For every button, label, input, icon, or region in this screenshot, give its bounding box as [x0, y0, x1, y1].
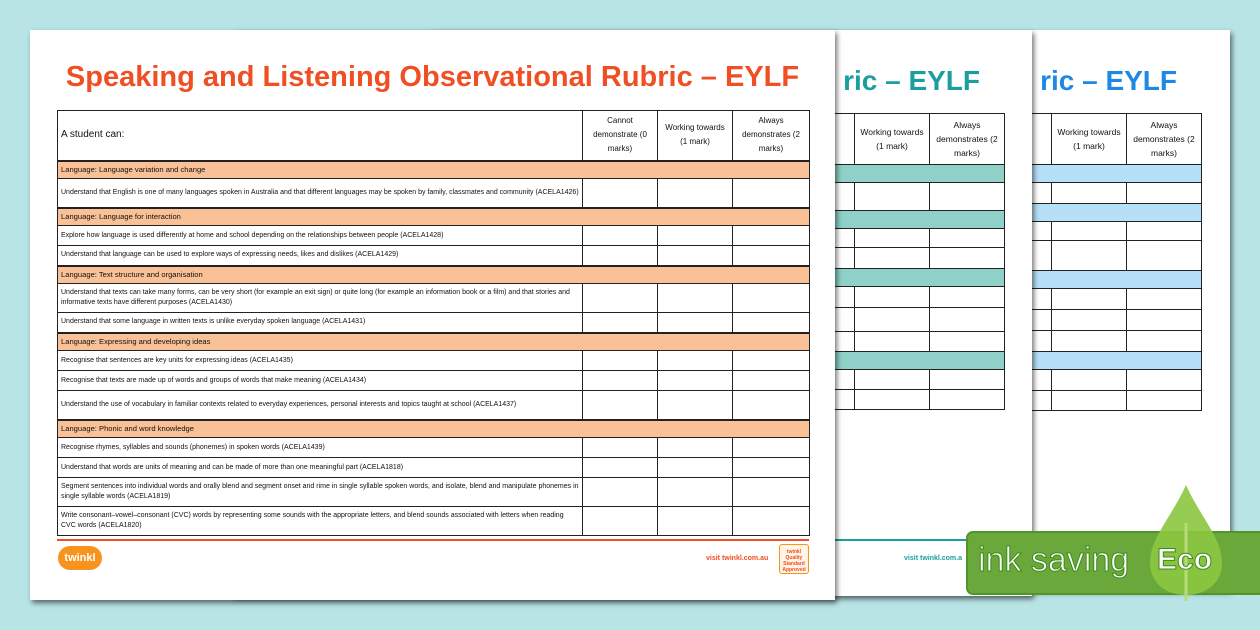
ink-saving-label: ink saving: [978, 541, 1130, 579]
mark-cell-working[interactable]: [658, 391, 733, 420]
back-header: Always demonstrates (2 marks): [930, 114, 1005, 165]
back-title: ric – EYLF: [1040, 65, 1177, 96]
back-section-band: [835, 269, 1005, 287]
mark-cell-cannot[interactable]: [583, 438, 658, 458]
back-cell: [1127, 222, 1202, 241]
criterion: Recognise that texts are made up of words and groups of words that make meaning (ACELA1434): [58, 371, 583, 391]
back-section-band: [1032, 204, 1202, 222]
mark-cell-always[interactable]: [733, 391, 810, 420]
back-cell: [1052, 310, 1127, 331]
criterion: Understand that English is one of many languages spoken in Australia and that different languages may be spoken by family, classmates and community (ACELA1426): [58, 179, 583, 208]
back-title: ric – EYLF: [843, 65, 980, 96]
mark-cell-cannot[interactable]: [583, 351, 658, 371]
mark-cell-working[interactable]: [658, 458, 733, 478]
back-cell: [1127, 391, 1202, 411]
back-cell: [855, 390, 930, 410]
table-row: [58, 179, 810, 208]
back-header: Working towards (1 mark): [855, 114, 930, 165]
back-cell: [855, 229, 930, 248]
mark-cell-always[interactable]: [733, 351, 810, 371]
back-cell: [855, 248, 930, 269]
back-cell: [855, 332, 930, 352]
mark-cell-working[interactable]: [658, 478, 733, 507]
section-title: Language: Text structure and organisation: [58, 266, 810, 284]
table-row: [58, 391, 810, 420]
mark-cell-cannot[interactable]: [583, 478, 658, 507]
mark-cell-always[interactable]: [733, 458, 810, 478]
mark-cell-always[interactable]: [733, 371, 810, 391]
mark-cell-always[interactable]: [733, 226, 810, 246]
back-cell: [1052, 222, 1127, 241]
visit-link[interactable]: visit twinkl.com.au: [706, 555, 769, 562]
section-row: [58, 161, 810, 179]
mark-cell-cannot[interactable]: [583, 246, 658, 266]
page-title: Speaking and Listening Observational Rubric – EYLF: [65, 61, 800, 93]
table-row: [58, 351, 810, 371]
mark-cell-cannot[interactable]: [583, 391, 658, 420]
criterion: Understand that some language in written texts is unlike everyday spoken language (ACELA1431): [58, 313, 583, 333]
mark-cell-cannot[interactable]: [583, 226, 658, 246]
criterion: Recognise that sentences are key units for expressing ideas (ACELA1435): [58, 351, 583, 371]
criterion: Segment sentences into individual words and orally blend and segment onset and rime in single syllable spoken words, and isolate, blend and manipulate phonemes in single syllable words (ACELA1819): [58, 478, 583, 507]
section-title: Language: Phonic and word knowledge: [58, 420, 810, 438]
back-cell: [855, 370, 930, 390]
mark-cell-working[interactable]: [658, 313, 733, 333]
back-section-band: [1032, 271, 1202, 289]
table-row: [58, 313, 810, 333]
back-section-band: [1032, 165, 1202, 183]
eco-label: Eco: [1157, 543, 1213, 576]
back-cell: [1052, 370, 1127, 391]
back-cell: [835, 390, 855, 410]
mark-cell-working[interactable]: [658, 246, 733, 266]
table-row: [58, 284, 810, 313]
front-page: [30, 30, 835, 600]
back-cell: [1032, 183, 1052, 204]
back-cell: [930, 370, 1005, 390]
back-cell: [835, 183, 855, 211]
mark-cell-cannot[interactable]: [583, 458, 658, 478]
table-row: [58, 478, 810, 507]
header-cannot: Cannot demonstrate (0 marks): [583, 111, 658, 161]
back-table: [1031, 113, 1202, 411]
section-title: Language: Language for interaction: [58, 208, 810, 226]
back-section-band: [835, 211, 1005, 229]
twinkl-logo: twinkl: [58, 546, 102, 570]
back-cell: [930, 332, 1005, 352]
header-student: A student can:: [58, 111, 583, 161]
section-title: Language: Expressing and developing ideas: [58, 333, 810, 351]
back-cell: [835, 308, 855, 332]
mark-cell-working[interactable]: [658, 226, 733, 246]
mark-cell-working[interactable]: [658, 351, 733, 371]
mark-cell-working[interactable]: [658, 438, 733, 458]
back-section-band: [835, 165, 1005, 183]
mark-cell-always[interactable]: [733, 246, 810, 266]
mark-cell-always[interactable]: [733, 179, 810, 208]
back-cell: [1032, 310, 1052, 331]
back-cell: [1032, 331, 1052, 352]
section-row: [58, 420, 810, 438]
mark-cell-working[interactable]: [658, 179, 733, 208]
criterion: Understand that language can be used to explore ways of expressing needs, likes and dislikes (ACELA1429): [58, 246, 583, 266]
criterion: Write consonant–vowel–consonant (CVC) words by representing some sounds with the appropriate letters, and blend sounds associated with letters when reading CVC words (ACELA1820): [58, 507, 583, 536]
back-cut-column: [835, 114, 855, 165]
back-cell: [855, 183, 930, 211]
criterion: Understand the use of vocabulary in familiar contexts related to everyday experiences, personal interests and topics taught at school (ACELA1437): [58, 391, 583, 420]
back-cell: [930, 390, 1005, 410]
rubric-table: [57, 110, 810, 536]
back-table: [834, 113, 1005, 410]
mark-cell-working[interactable]: [658, 371, 733, 391]
back-cell: [1052, 331, 1127, 352]
back-cell: [930, 183, 1005, 211]
mark-cell-working[interactable]: [658, 507, 733, 536]
table-row: [58, 371, 810, 391]
mark-cell-always[interactable]: [733, 507, 810, 536]
back-cell: [1052, 183, 1127, 204]
header-always: Always demonstrates (2 marks): [733, 111, 810, 161]
visit-link: visit twinkl.com.a: [904, 555, 962, 562]
quality-badge: twinkl Quality Standard Approved: [779, 544, 809, 574]
back-cut-column: [1032, 114, 1052, 165]
back-cell: [855, 308, 930, 332]
mark-cell-always[interactable]: [733, 438, 810, 458]
criterion: Explore how language is used differently at home and school depending on the relationships between people (ACELA1428): [58, 226, 583, 246]
back-cell: [1127, 241, 1202, 271]
back-cell: [930, 308, 1005, 332]
back-cell: [1032, 289, 1052, 310]
back-cell: [1127, 370, 1202, 391]
header-working: Working towards (1 mark): [658, 111, 733, 161]
back-header: Always demonstrates (2 marks): [1127, 114, 1202, 165]
mark-cell-always[interactable]: [733, 313, 810, 333]
criterion: Recognise rhymes, syllables and sounds (phonemes) in spoken words (ACELA1439): [58, 438, 583, 458]
mark-cell-cannot[interactable]: [583, 313, 658, 333]
section-title: Language: Language variation and change: [58, 161, 810, 179]
back-header: Working towards (1 mark): [1052, 114, 1127, 165]
criterion: Understand that words are units of meaning and can be made of more than one meaningful part (ACELA1818): [58, 458, 583, 478]
table-row: [58, 438, 810, 458]
back-cell: [1032, 370, 1052, 391]
back-section-band: [835, 352, 1005, 370]
section-row: [58, 333, 810, 351]
back-cell: [1032, 241, 1052, 271]
back-cell: [835, 229, 855, 248]
back-cell: [930, 287, 1005, 308]
back-cell: [835, 370, 855, 390]
back-cell: [835, 332, 855, 352]
mark-cell-cannot[interactable]: [583, 179, 658, 208]
back-cell: [1127, 289, 1202, 310]
mark-cell-cannot[interactable]: [583, 371, 658, 391]
back-cell: [1052, 289, 1127, 310]
back-cell: [930, 248, 1005, 269]
back-cell: [1127, 331, 1202, 352]
table-row: [58, 226, 810, 246]
mark-cell-cannot[interactable]: [583, 284, 658, 313]
mark-cell-cannot[interactable]: [583, 507, 658, 536]
back-cell: [835, 248, 855, 269]
mark-cell-always[interactable]: [733, 478, 810, 507]
back-cell: [1127, 183, 1202, 204]
section-row: [58, 208, 810, 226]
back-cell: [1052, 241, 1127, 271]
mark-cell-working[interactable]: [658, 284, 733, 313]
back-cell: [835, 287, 855, 308]
table-row: [58, 507, 810, 536]
table-row: [58, 458, 810, 478]
back-cell: [855, 287, 930, 308]
back-cell: [1032, 391, 1052, 411]
criterion: Understand that texts can take many forms, can be very short (for example an exit sign) or quite long (for example an information book or a film) and that stories and informative texts have different purposes (ACELA1430): [58, 284, 583, 313]
back-cell: [930, 229, 1005, 248]
back-section-band: [1032, 352, 1202, 370]
back-cell: [1032, 222, 1052, 241]
back-cell: [1052, 391, 1127, 411]
footer-divider: [57, 539, 809, 541]
table-row: [58, 246, 810, 266]
mark-cell-always[interactable]: [733, 284, 810, 313]
section-row: [58, 266, 810, 284]
back-cell: [1127, 310, 1202, 331]
